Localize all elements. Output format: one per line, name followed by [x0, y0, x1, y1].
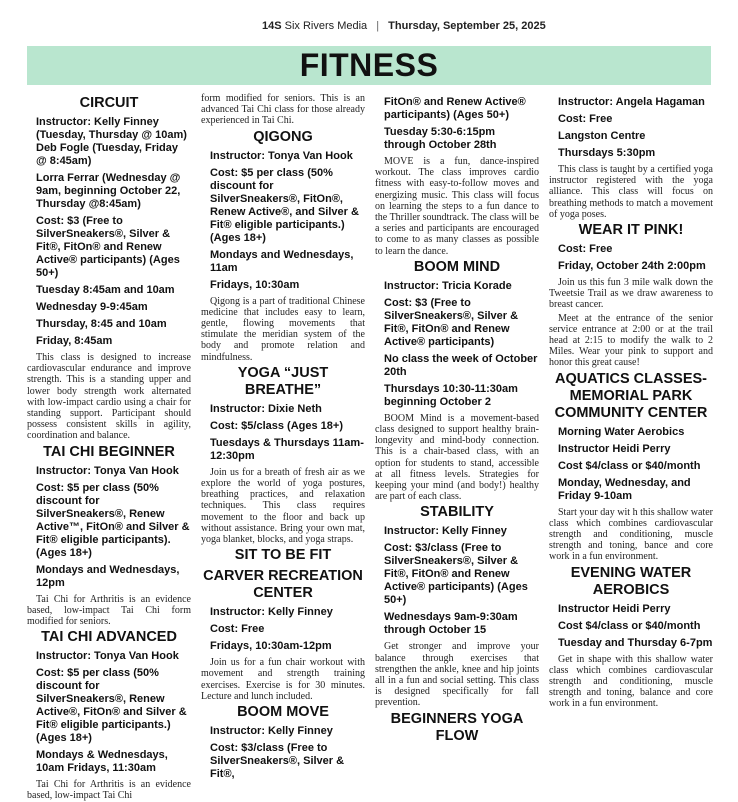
class-detail: Mondays and Wednesdays, 11am — [210, 248, 354, 274]
page-header — [0, 0, 738, 44]
class-description: Get in shape with this shallow water class which combines cardiovascular strength and conditioning, muscle strength and toning, balance and core work in a fun environment. — [549, 653, 713, 710]
section-heading: SIT TO BE FIT — [234, 547, 332, 564]
page-number: 14S — [262, 20, 282, 32]
issue-date: Thursday, September 25, 2025 — [388, 20, 546, 32]
class-detail: Instructor: Tonya Van Hook — [36, 650, 179, 663]
section-heading: EVENING WATER AEROBICS — [570, 564, 692, 598]
class-detail: Instructor: Tricia Korade — [384, 279, 512, 292]
class-detail: Cost: Free — [558, 113, 613, 125]
class-detail: Tuesday 5:30-6:15pm through October 28th — [384, 126, 497, 151]
class-description: Meet at the entrance of the senior service entrance at 2:00 or at the trail head at 2:15 to modify the walk to 2 Miles. Wear your pink to support and honor this great cause! — [549, 312, 713, 369]
class-description: form modified for seniors. This is an advanced Tai Chi class for those already experienced in Tai Chi. — [201, 93, 365, 127]
class-detail: Monday, Wednesday, and Friday 9-10am — [558, 476, 691, 502]
class-detail: Friday, October 24th 2:00pm — [558, 260, 706, 273]
section-heading: BEGINNERS YOGA FLOW — [390, 710, 524, 744]
class-detail: Mondays and Wednesdays, 12pm — [36, 563, 180, 589]
section-heading: CIRCUIT — [79, 95, 139, 111]
class-detail: Thursday, 8:45 and 10am — [36, 318, 167, 330]
class-detail: Morning Water Aerobics — [558, 425, 685, 438]
class-detail: Wednesdays 9am-9:30am through October 15 — [384, 611, 518, 637]
class-detail: Thursdays 10:30-11:30am beginning October 2 — [384, 382, 518, 408]
header-separator: | — [376, 20, 380, 32]
class-detail: Cost: $3/class (Free to SilverSneakers®, Silver & Fit®, — [210, 742, 345, 781]
class-detail: Friday, 8:45am — [36, 335, 113, 347]
class-detail: Cost: $5 per class (50% discount for SilverSneakers®, Renew Active®, FitOn® and Silver & Fit® eligible participants.) (Ages 18+) — [36, 667, 187, 745]
class-detail: Fridays, 10:30am — [210, 278, 300, 291]
class-description: This class is taught by a certified yoga instructor registered with the yoga alliance. This class will focus on breathing methods to match a movement of yoga poses. — [549, 164, 713, 220]
section-heading: CARVER RECREATION CENTER — [203, 568, 363, 602]
class-detail: Tuesdays & Thursdays 11am-12:30pm — [210, 436, 364, 462]
class-detail: Cost: $3/class (Free to SilverSneakers®, Silver & Fit®, FitOn® and Renew Active® participants) (Ages 50+) — [384, 542, 528, 607]
class-description: MOVE is a fun, dance-inspired workout. The class improves cardio fitness with easy-to-follow moves and energizing music. This class will focus on learning the steps to a fun dance to the Thriller soundtrack. The class will be a series and participants are encouraged to come to as many classes as possible to learn the dance. — [375, 156, 539, 257]
class-detail: Instructor: Angela Hagaman — [558, 96, 705, 108]
class-detail: Mondays & Wednesdays, 10am Fridays, 11:30am — [36, 749, 168, 775]
class-detail: Wednesday 9-9:45am — [36, 301, 148, 313]
class-detail: Cost $4/class or $40/month — [558, 619, 701, 632]
class-description: Get stronger and improve your balance through exercises that strengthen the ankle, knee and hip joints all in a fun and social setting. This class is designed specifically for fall prevention. — [375, 641, 539, 709]
publication-name: Six Rivers Media — [284, 20, 368, 32]
class-detail: Instructor: Kelly Finney — [384, 525, 507, 538]
class-description: BOOM Mind is a movement-based class designed to support healthy brain-longevity and mind-body connection. This is a chair-based class, with an option for students to stand, accessible at all fitness levels. Strategies for keeping your mind (and body!) healthy are part of each class. — [375, 412, 539, 503]
section-heading: QIGONG — [253, 128, 313, 145]
class-detail: Cost: $5 per class (50% discount for SilverSneakers®, Renew Active™, FitOn® and Silver & Fit® eligible participants). (Ages 18+) — [36, 481, 190, 559]
class-detail: Instructor: Kelly Finney (Tuesday, Thursday @ 10am) Deb Fogle (Tuesday, Friday @ 8:45am) — [36, 116, 187, 167]
header-line — [262, 20, 546, 32]
class-detail: Instructor Heidi Perry — [558, 602, 671, 615]
class-detail: FitOn® and Renew Active® participants) (Ages 50+) — [384, 96, 526, 121]
column-3 — [375, 93, 539, 769]
class-description: Start your day wit h this shallow water class which combines cardiovascular strength and conditioning, muscle strength and toning, bance and core work in a fun environment. — [549, 506, 713, 563]
section-heading: AQUATICS CLASSES- MEMORIAL PARK COMMUNITY CENTER — [554, 370, 708, 421]
class-detail: Cost: $3 (Free to SilverSneakers®, Silver & Fit®, FitOn® and Renew Active® participants) — [384, 296, 519, 348]
column-2 — [201, 93, 365, 781]
section-heading: TAI CHI BEGINNER — [43, 443, 175, 460]
class-detail: Lorra Ferrar (Wednesday @ 9am, beginning October 22, Thursday @8:45am) — [36, 172, 181, 210]
column-4 — [549, 93, 713, 769]
class-description: Tai Chi for Arthritis is an evidence based, low-impact Tai Chi form modified for seniors. — [27, 593, 191, 628]
class-description: This class is designed to increase cardiovascular endurance and improve strength. This is a standing upper and lower body strength work alternated with low-impact cardio using a chair for standing support. Participant should possess consistent skills in agility, coordination and balance. — [27, 352, 191, 442]
class-detail: Instructor: Kelly Finney — [210, 725, 333, 738]
class-description: Tai Chi for Arthritis is an evidence based, low-impact Tai Chi — [27, 779, 191, 802]
class-description: Join us for a breath of fresh air as we explore the world of yoga postures, breathing practices, and relaxation techniques. This class requires movement to the floor and back up without assistance. Bring your own mat, yoga blanket, blocks, and yoga straps. — [201, 466, 365, 546]
class-detail: Cost $4/class or $40/month — [558, 459, 701, 472]
class-detail: Cost: Free — [210, 623, 265, 636]
class-detail: Instructor: Tonya Van Hook — [210, 149, 353, 162]
section-heading: TAI CHI ADVANCED — [41, 629, 177, 646]
class-description: Join us this fun 3 mile walk down the Tweetsie Trail as we draw awareness to breast cancer. — [549, 277, 713, 311]
class-detail: Cost: $3 (Free to SilverSneakers®, Silver & Fit®, FitOn® and Renew Active® participants) (Ages 50+) — [36, 215, 180, 279]
class-detail: Instructor: Kelly Finney — [210, 606, 333, 619]
class-detail: Tuesday 8:45am and 10am — [36, 284, 175, 296]
column-1 — [27, 93, 191, 802]
class-description: Qigong is a part of traditional Chinese medicine that includes easy to learn, gentle, flowing movements that stimulate the meridian system of the body and promote relation and mindfulness. — [201, 295, 365, 363]
class-description: Join us for a fun chair workout with movement and strength training exercises. Exercise is for 30 minutes. Lecture and lunch included. — [201, 657, 365, 702]
section-heading: WEAR IT PINK! — [578, 222, 684, 239]
class-detail: Instructor Heidi Perry — [558, 442, 671, 455]
class-detail: Fridays, 10:30am-12pm — [210, 640, 332, 653]
section-heading: BOOM MIND — [413, 258, 501, 275]
class-detail: Cost: $5/class (Ages 18+) — [210, 419, 343, 432]
class-detail: Langston Centre — [558, 130, 646, 142]
section-heading: STABILITY — [420, 504, 494, 521]
section-heading: YOGA “JUST BREATHE” — [237, 364, 329, 398]
section-title: FITNESS — [299, 47, 439, 83]
class-detail: Tuesday and Thursday 6-7pm — [558, 636, 713, 649]
class-detail: Cost: $5 per class (50% discount for SilverSneakers®, FitOn®, Renew Active®, and Silver & Fit® eligible participants.) (Ages 18+) — [210, 166, 359, 244]
class-detail: Thursdays 5:30pm — [558, 147, 656, 159]
class-detail: Cost: Free — [558, 243, 613, 256]
section-heading: BOOM MOVE — [237, 704, 329, 721]
section-banner — [27, 46, 711, 85]
class-detail: No class the week of October 20th — [384, 352, 538, 378]
class-detail: Instructor: Dixie Neth — [210, 402, 322, 415]
class-detail: Instructor: Tonya Van Hook — [36, 464, 179, 477]
